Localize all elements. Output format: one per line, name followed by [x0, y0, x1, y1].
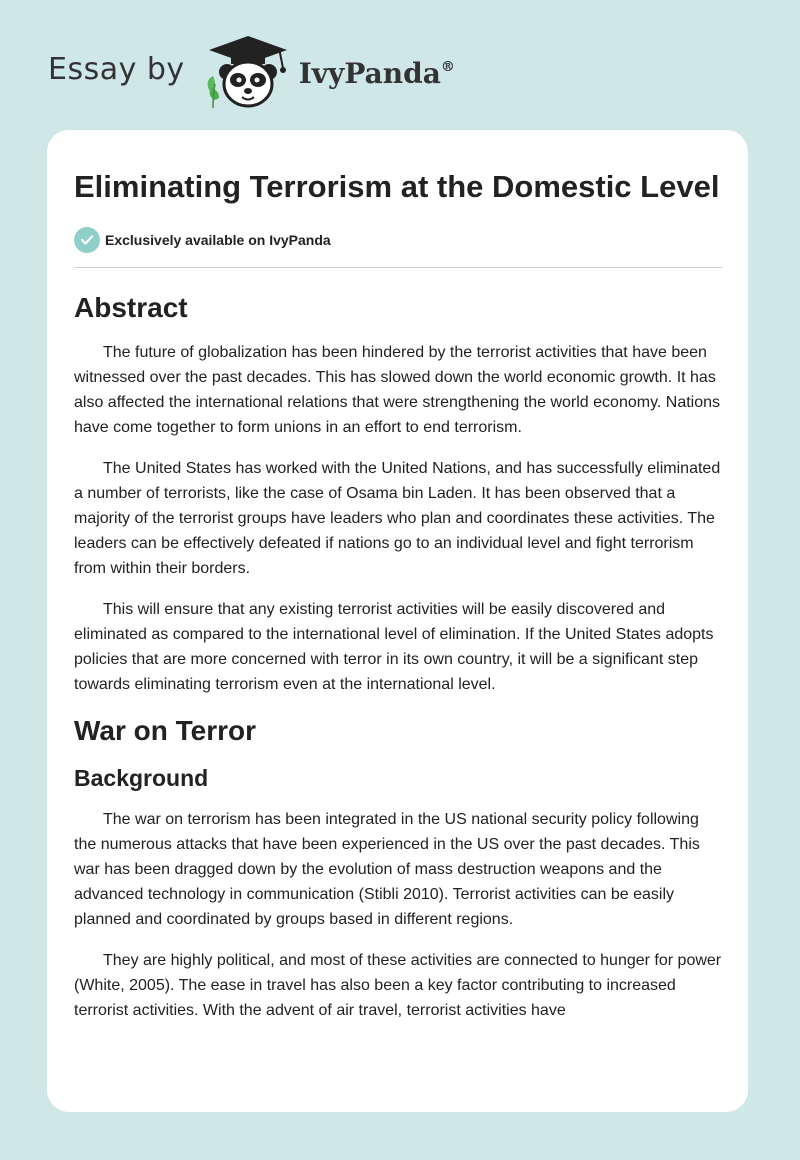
ivypanda-logo-icon[interactable]	[201, 34, 295, 110]
exclusive-label: Exclusively available on IvyPanda	[105, 232, 331, 248]
section-heading-war-on-terror: War on Terror	[74, 715, 257, 746]
paragraph: The war on terrorism has been integrated in the US national security policy following the numerous attacks that have been experienced in the US over the past decades. This war has been dragged down by the evolution of mass destruction weapons and the advanced technology in communication (Stibli 2010). Terrorist activities can be easily planned and coordinated by groups based in different regions.	[74, 811, 700, 928]
subheading-background: Background	[74, 765, 209, 791]
article-card	[47, 130, 748, 1112]
paragraph: They are highly political, and most of these activities are connected to hunger for power (White, 2005). The ease in travel has also been a key factor contributing to increased terrorist activities. With the advent of air travel, terrorist activities have	[74, 952, 722, 1019]
section-heading-abstract: Abstract	[74, 292, 188, 323]
paragraph: The United States has worked with the United Nations, and has successfully eliminated a number of terrorists, like the case of Osama bin Laden. It has been observed that a majority of the terrorist groups have leaders who plan and coordinates these activities. The leaders can be effectively defeated if nations go to an individual level and fight terrorism from within their borders.	[74, 460, 721, 577]
page-title: Eliminating Terrorism at the Domestic Level	[74, 169, 720, 204]
paragraph: This will ensure that any existing terrorist activities will be easily discovered and eliminated as compared to the international level of elimination. If the United States adopts policies that are more concerned with terror in its own country, it will be a significant step towards eliminating terrorism even at the international level.	[74, 601, 714, 693]
paragraph: The future of globalization has been hindered by the terrorist activities that have been witnessed over the past decades. This has slowed down the world economic growth. It has also affected the international relations that were strengthening the world economy. Nations have come together to form unions in an effort to end terrorism.	[74, 344, 721, 436]
divider	[74, 267, 722, 268]
exclusive-badge	[74, 227, 722, 253]
check-icon	[74, 227, 100, 253]
essay-by-label: Essay by	[48, 51, 185, 87]
brand-name[interactable]: IvyPanda®	[298, 56, 455, 90]
site-header	[48, 34, 548, 110]
